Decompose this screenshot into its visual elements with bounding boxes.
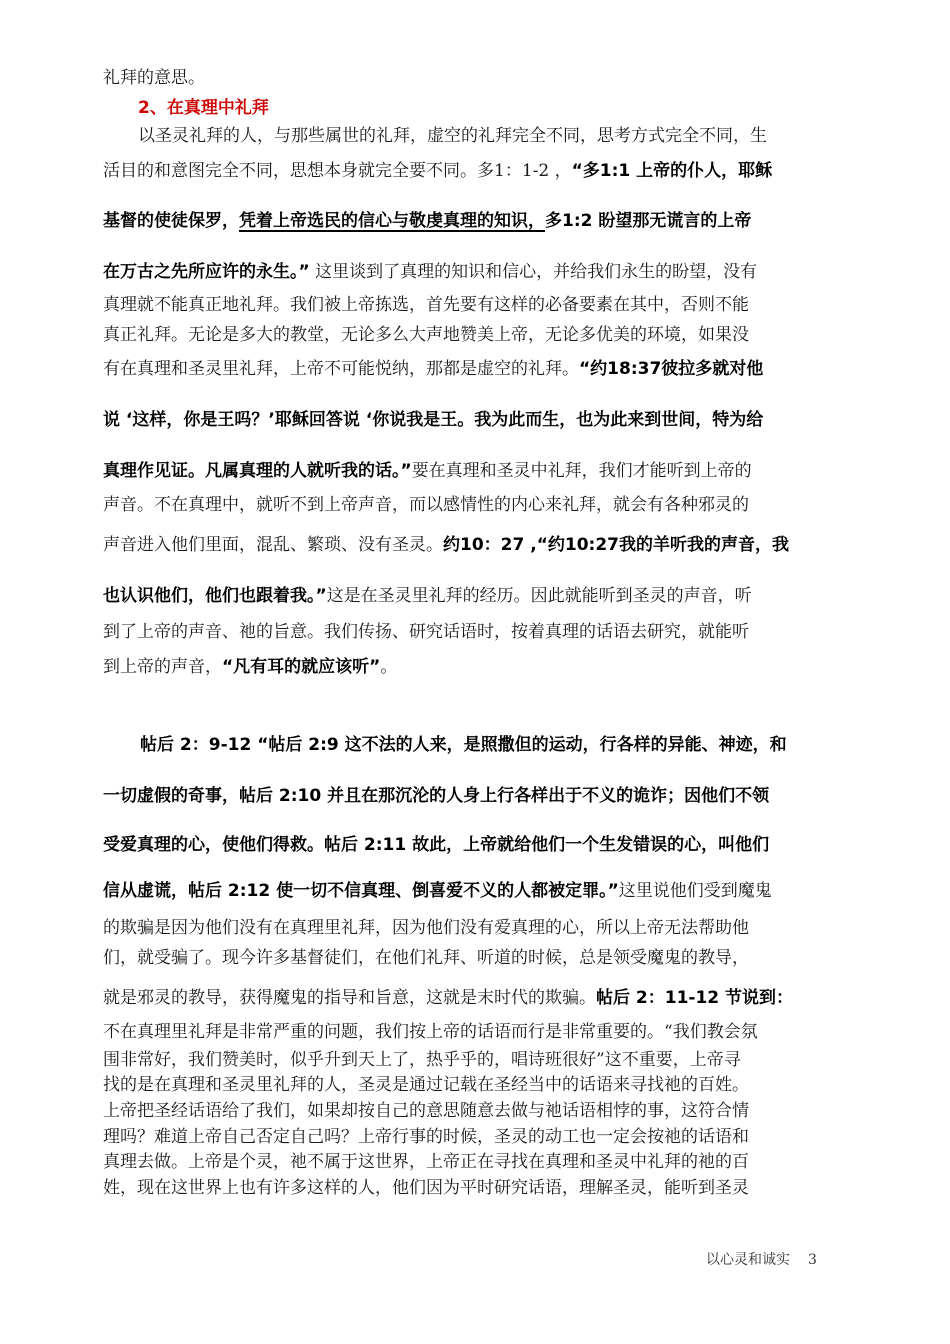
text-line: 声音。不在真理中，就听不到上帝声音，而以感情性的内心来礼拜，就会有各种邪灵的 [103,495,749,515]
scripture-quote: 一切虚假的奇事，帖后 2:10 并且在那沉沦的人身上行各样出于不义的诡诈；因他们不领 [103,786,770,806]
text-line: 声音进入他们里面，混乱、繁琐、没有圣灵。约10：27 ,“约10:27我的羊听我的声音，我 [103,535,789,555]
footer-title: 以心灵和诚实 [706,1252,790,1268]
scripture-quote: 基督的使徒保罗，凭着上帝选民的信心与敬虔真理的知识，多1:2 盼望那无谎言的上帝 [103,211,752,231]
section-heading: 2、在真理中礼拜 [138,98,269,118]
scripture-quote: “凡有耳的就应该听” [222,657,381,677]
text-line: 活目的和意图完全不同，思想本身就完全要不同。多1：1-2 ，“多1:1 上帝的仆人，耶稣 [103,161,773,181]
text-line: 真理就不能真正地礼拜。我们被上帝拣选，首先要有这样的必备要素在其中，否则不能 [103,295,749,315]
scripture-quote: 说 ‘这样，你是王吗？’耶稣回答说 ‘你说我是王。我为此而生，也为此来到世间，特为给 [103,410,764,430]
underlined-phrase: 凭着上帝选民的信心与敬虔真理的知识， [239,211,545,231]
text-line: 们，就受骗了。现今许多基督徒们，在他们礼拜、听道的时候，总是领受魔鬼的教导， [103,948,749,968]
scripture-quote: “多1:1 上帝的仆人，耶稣 [571,161,773,181]
scripture-quote: 在万古之先所应许的永生。” [103,262,310,282]
text-line: 真正礼拜。无论是多大的教堂，无论多么大声地赞美上帝，无论多优美的环境，如果没 [103,325,749,345]
scripture-quote: 帖后 2：9-12 “帖后 2:9 这不法的人来，是照撒但的运动，行各样的异能、神迹，和 [140,735,787,755]
scripture-quote: 真理作见证。凡属真理的人就听我的话。” [103,461,412,481]
text-line: 的欺骗是因为他们没有在真理里礼拜，因为他们没有爱真理的心，所以上帝无法帮助他 [103,918,749,938]
text-line: 有在真理和圣灵里礼拜，上帝不可能悦纳，那都是虚空的礼拜。“约18:37彼拉多就对他 [103,359,764,379]
text-line: 礼拜的意思。 [103,68,205,88]
text-line: 找的是在真理和圣灵里礼拜的人，圣灵是通过记载在圣经当中的话语来寻找祂的百姓。 [103,1075,749,1095]
scripture-quote: 约10：27 ,“约10:27我的羊听我的声音，我 [443,535,789,555]
text-line: 围非常好，我们赞美时，似乎升到天上了，热乎乎的，唱诗班很好”这不重要，上帝寻 [103,1050,741,1070]
scripture-quote: “约18:37彼拉多就对他 [579,359,764,379]
text-line: 在万古之先所应许的永生。” 这里谈到了真理的知识和信心，并给我们永生的盼望，没有 [103,262,758,282]
scripture-quote: 信从虚谎，帖后 2:12 使一切不信真理、倒喜爱不义的人都被定罪。” [103,881,619,901]
page-footer [706,1251,817,1269]
text-line: 到上帝的声音，“凡有耳的就应该听”。 [103,657,398,677]
scripture-quote: 也认识他们，他们也跟着我。” [103,586,327,606]
text-line: 真理作见证。凡属真理的人就听我的话。”要在真理和圣灵中礼拜，我们才能听到上帝的 [103,461,752,481]
scripture-quote: 受爱真理的心，使他们得救。帖后 2:11 故此，上帝就给他们一个生发错误的心，叫他们 [103,835,770,855]
text-line: 也认识他们，他们也跟着我。”这是在圣灵里礼拜的经历。因此就能听到圣灵的声音，听 [103,586,752,606]
scripture-reference: 帖后 2：11-12 节说到： [596,988,794,1008]
text-line: 真理去做。上帝是个灵，祂不属于这世界，上帝正在寻找在真理和圣灵中礼拜的祂的百 [103,1152,749,1172]
text-line: 姓，现在这世界上也有许多这样的人，他们因为平时研究话语，理解圣灵，能听到圣灵 [103,1178,749,1198]
text-line: 就是邪灵的教导，获得魔鬼的指导和旨意，这就是末时代的欺骗。帖后 2：11-12 节说到： [103,988,794,1008]
text-line: 上帝把圣经话语给了我们，如果却按自己的意思随意去做与祂话语相悖的事，这符合情 [103,1101,749,1121]
text-line: 理吗？难道上帝自己否定自己吗？上帝行事的时候，圣灵的动工也一定会按祂的话语和 [103,1127,749,1147]
page-number: 3 [808,1252,817,1268]
text-line: 不在真理里礼拜是非常严重的问题，我们按上帝的话语而行是非常重要的。“我们教会氛 [103,1022,758,1042]
text-line: 以圣灵礼拜的人，与那些属世的礼拜，虚空的礼拜完全不同，思考方式完全不同，生 [138,126,767,146]
text-line: 信从虚谎，帖后 2:12 使一切不信真理、倒喜爱不义的人都被定罪。”这里说他们受到魔鬼 [103,881,772,901]
text-line: 到了上帝的声音、祂的旨意。我们传扬、研究话语时，按着真理的话语去研究，就能听 [103,622,749,642]
